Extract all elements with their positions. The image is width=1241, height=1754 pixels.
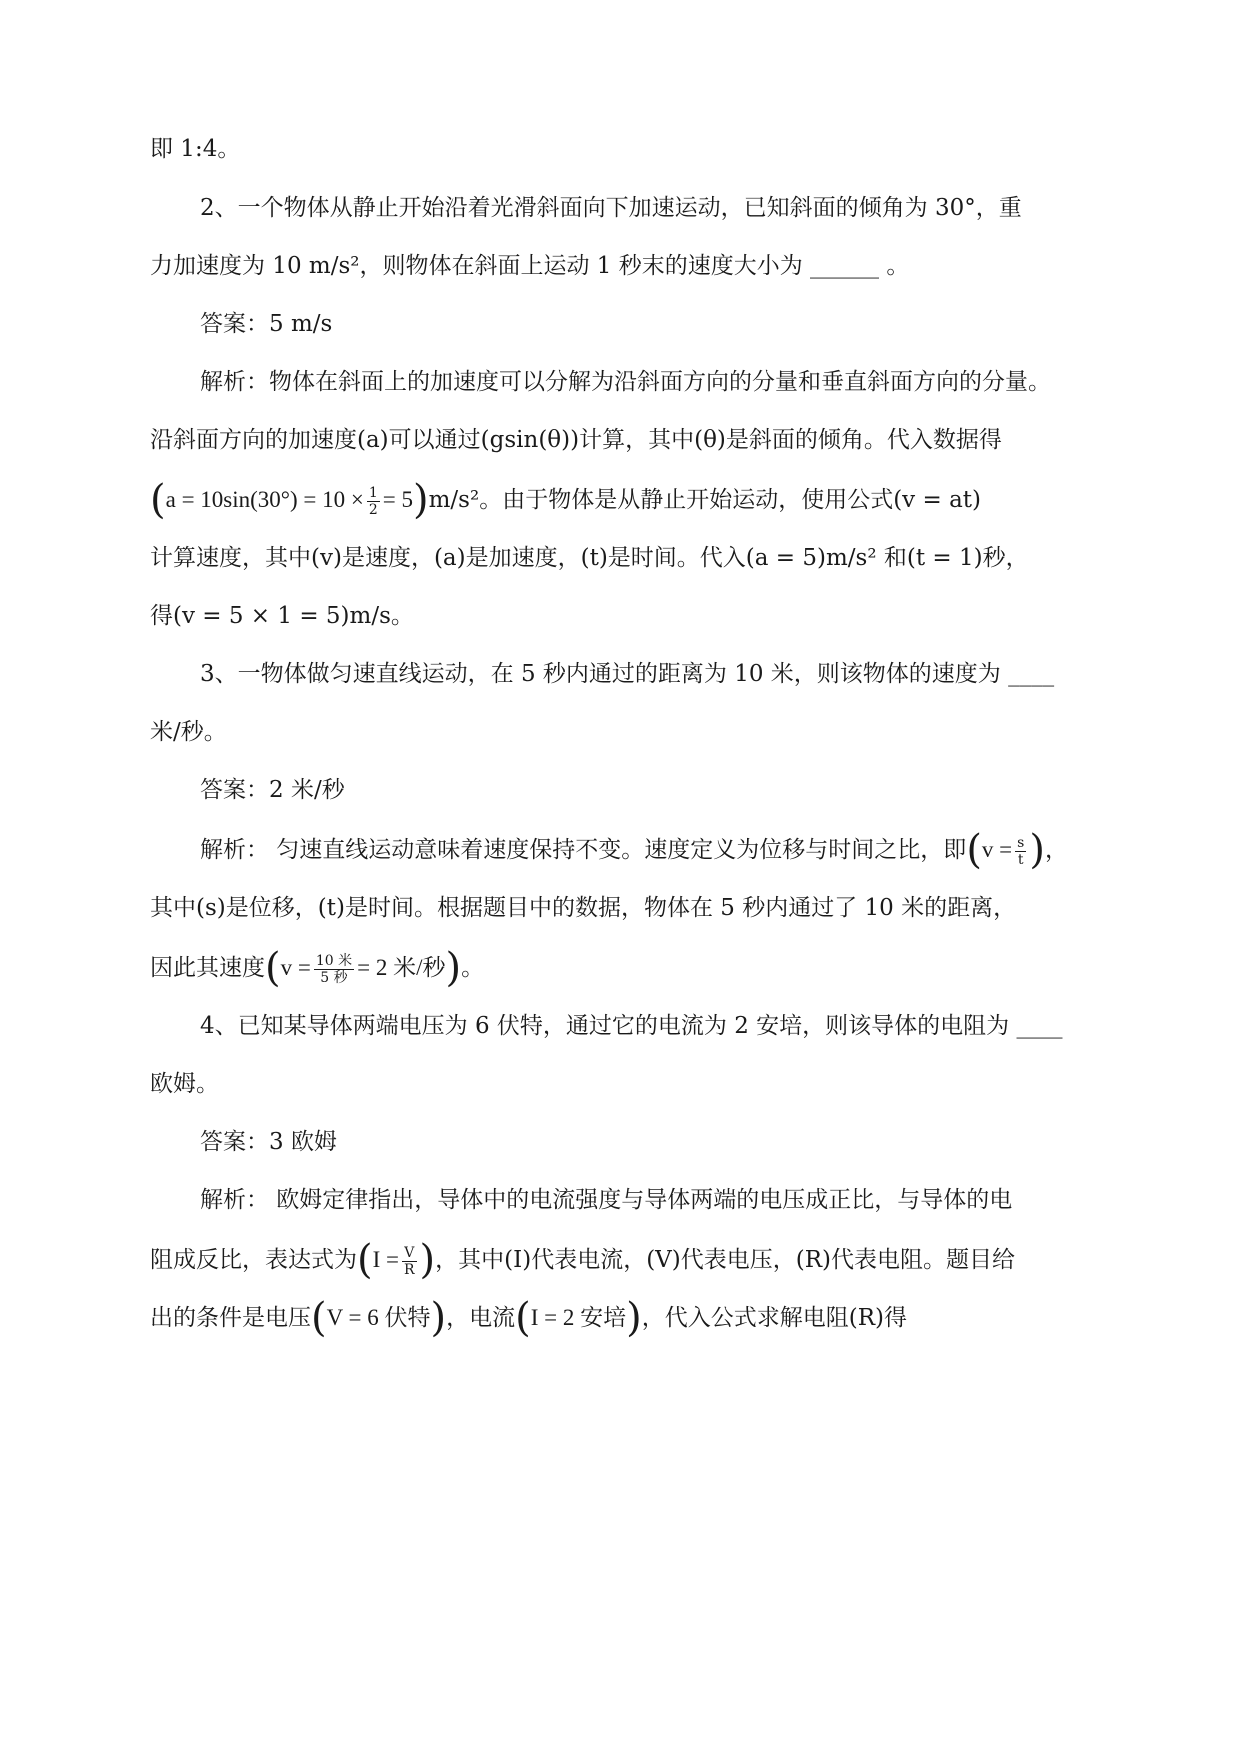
right-paren: ) [413,477,429,523]
formula-pre: a = 10sin(30°) = 10 × [165,487,364,512]
voltage-expression: V = 6 伏特 [326,1305,431,1330]
analysis-4-line-1: 解析： 欧姆定律指出，导体中的电流强度与导体两端的电压成正比，与导体的电 [200,1187,1013,1213]
analysis-2-line-4: 计算速度，其中(v)是速度，(a)是加速度，(t)是时间。代入(a = 5)m/s² 和(t = 1)秒， [150,545,1029,571]
left-paren: ( [966,827,982,873]
fraction-denominator: R [404,1261,415,1278]
question-4-line-1: 4、已知某导体两端电压为 6 伏特，通过它的电流为 2 安培，则该导体的电阻为 ____ [200,1013,1063,1039]
formula-tail: ，代入公式求解电阻(R)得 [641,1305,908,1331]
fraction-numerator: 1 [368,484,378,501]
left-paren: ( [311,1295,327,1341]
left-paren: ( [265,945,281,991]
right-paren: ) [419,1237,436,1283]
formula-pre: 解析： 匀速直线运动意味着速度保持不变。速度定义为位移与时间之比，即 [200,837,967,863]
analysis-2-line-5: 得(v = 5 × 1 = 5)m/s。 [150,603,414,629]
answer-4: 答案：3 欧姆 [200,1129,337,1155]
analysis-3-line-2: 其中(s)是位移，(t)是时间。根据题目中的数据，物体在 5 秒内通过了 10 米的距离， [150,895,1017,921]
right-paren: ) [445,945,462,991]
answer-3: 答案：2 米/秒 [200,777,345,803]
answer-2: 答案：5 m/s [200,311,333,337]
formula-lhs: v = [280,955,311,980]
formula-unit: m/s² [428,487,480,513]
analysis-2-line-2: 沿斜面方向的加速度(a)可以通过(gsin(θ))计算，其中(θ)是斜面的倾角。代入数据得 [150,427,1002,453]
fraction-numerator: 10 米 [315,952,353,969]
analysis-4-formula-line-2 [150,1295,1100,1341]
fraction-denominator: 5 秒 [320,969,348,986]
left-paren: ( [515,1295,531,1341]
left-paren: ( [357,1237,373,1283]
formula-post: = 2 米/秒 [357,955,446,980]
formula-lhs: v = [981,837,1013,862]
formula-tail: 。 [461,955,485,981]
fraction-numerator: s [1017,834,1025,851]
formula-tail: ，其中(I)代表电流，(V)代表电压，(R)代表电阻。题目给 [435,1247,1016,1273]
analysis-3-formula-line-2 [150,945,1100,991]
text-line: 即 1:4。 [150,136,241,162]
fraction-denominator: 2 [368,501,378,518]
right-paren: ) [626,1295,642,1341]
formula-pre: 因此其速度 [150,955,265,981]
question-3-line-2: 米/秒。 [150,719,227,745]
fraction [1015,835,1026,868]
analysis-3-formula-line [200,827,1150,873]
question-2-line-1: 2、一个物体从静止开始沿着光滑斜面向下加速运动，已知斜面的倾角为 30°，重 [200,195,1022,221]
question-2-line-2: 力加速度为 10 m/s²，则物体在斜面上运动 1 秒末的速度大小为 ______ 。 [150,253,910,279]
analysis-4-formula-line [150,1237,1100,1283]
current-expression: I = 2 安培 [530,1305,627,1330]
formula-pre: 出的条件是电压 [150,1305,311,1331]
analysis-2-formula-line [150,477,1100,523]
fraction [314,953,354,986]
formula-tail: ， [1044,837,1068,863]
right-paren: ) [430,1295,447,1341]
formula-mid: ，电流 [446,1305,516,1331]
question-4-line-2: 欧姆。 [150,1071,219,1097]
left-paren: ( [150,477,166,523]
analysis-2-line-1: 解析：物体在斜面上的加速度可以分解为沿斜面方向的分量和垂直斜面方向的分量。 [200,369,1051,395]
fraction-numerator: V [402,1245,417,1262]
formula-pre: 阻成反比，表达式为 [150,1247,357,1273]
formula-tail: 。由于物体是从静止开始运动，使用公式(v = at) [479,487,981,513]
right-paren: ) [1029,827,1045,873]
question-3-line-1: 3、一物体做匀速直线运动，在 5 秒内通过的距离为 10 米，则该物体的速度为 ____ [200,661,1055,687]
fraction [402,1245,417,1278]
formula-lhs: I = [372,1247,399,1272]
fraction-denominator: t [1017,851,1024,868]
fraction [367,485,380,518]
formula-post: = 5 [382,487,413,512]
